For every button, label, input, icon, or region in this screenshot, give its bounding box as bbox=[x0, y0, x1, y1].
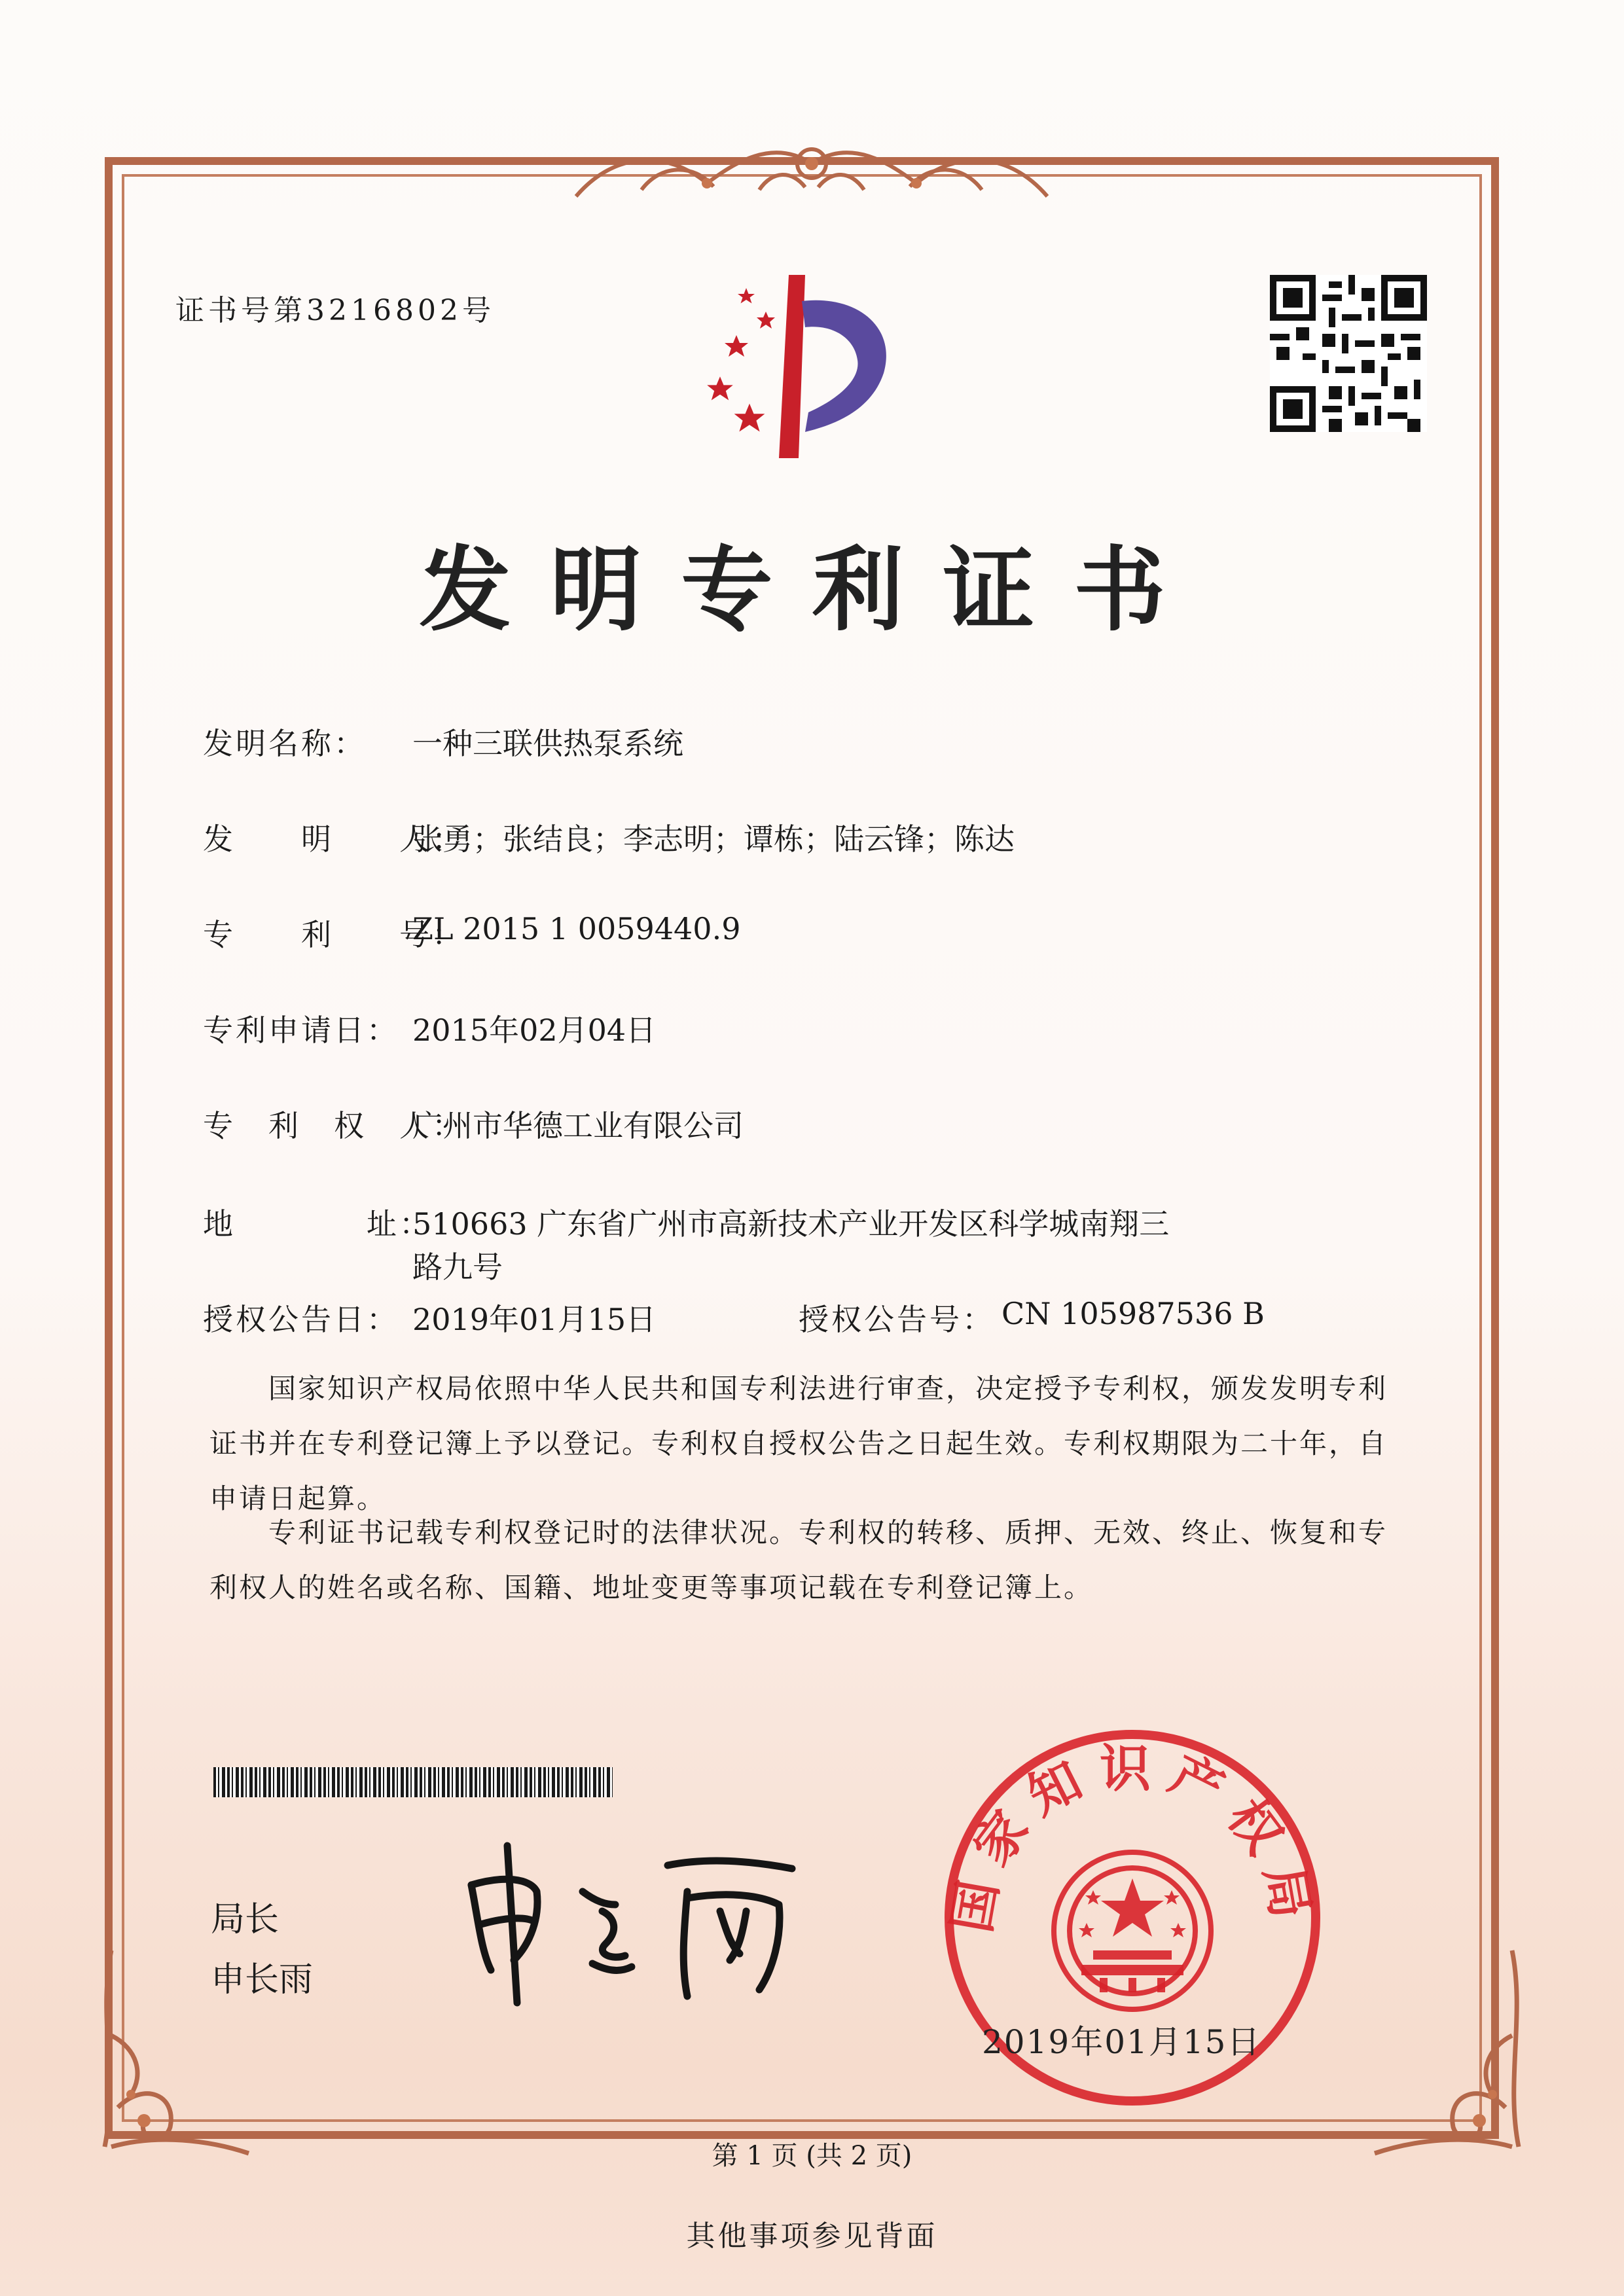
grant-date-value: 2019年01月15日 bbox=[412, 1302, 657, 1337]
certificate-number: 证书号第3216802号 bbox=[175, 294, 495, 327]
qr-code-icon bbox=[1270, 275, 1427, 432]
grant-number-value: CN 105987536 B bbox=[1001, 1296, 1265, 1331]
svg-text:国家知识产权局: 国家知识产权局 bbox=[942, 1739, 1323, 1937]
patent-number-label: 专 利 号： bbox=[203, 917, 465, 952]
application-date-value: 2015年02月04日 bbox=[412, 1013, 657, 1048]
patentee-value: 广州市华德工业有限公司 bbox=[412, 1108, 744, 1143]
certificate-title: 发明专利证书 bbox=[419, 537, 1205, 644]
director-name: 申长雨 bbox=[211, 1960, 314, 2000]
signature-icon bbox=[452, 1839, 818, 2009]
top-ornament-icon bbox=[563, 124, 1060, 203]
inventors-value: 张勇；张结良；李志明；谭栋；陆云锋；陈达 bbox=[412, 821, 1015, 857]
patent-number-value: ZL 2015 1 0059440.9 bbox=[412, 911, 741, 946]
patentee-label: 专 利 权 人： bbox=[203, 1108, 465, 1143]
body-paragraph-2: 专利证书记载专利权登记时的法律状况。专利权的转移、质押、无效、终止、恢复和专利权人的姓名或名称、国籍、地址变更等事项记载在专利登记簿上。 bbox=[209, 1516, 1388, 1604]
application-date-label: 专利申请日： bbox=[203, 1013, 399, 1048]
address-value-line2: 路九号 bbox=[412, 1249, 503, 1285]
footer-note: 其他事项参见背面 bbox=[686, 2219, 938, 2253]
seal-date: 2019年01月15日 bbox=[982, 2023, 1261, 2061]
barcode-icon bbox=[213, 1767, 613, 1797]
inventors-label: 发 明 人： bbox=[203, 821, 465, 857]
grant-number-label: 授权公告号： bbox=[799, 1302, 995, 1337]
invention-name-label: 发明名称： bbox=[203, 726, 367, 761]
address-label: 地 址： bbox=[203, 1206, 432, 1242]
page-indicator: 第 1 页 (共 2 页) bbox=[712, 2141, 912, 2171]
invention-name-value: 一种三联供热泵系统 bbox=[412, 726, 683, 761]
director-title: 局长 bbox=[211, 1900, 280, 1939]
body-paragraph-1: 国家知识产权局依照中华人民共和国专利法进行审查，决定授予专利权，颁发发明专利证书并在专利登记簿上予以登记。专利权自授权公告之日起生效。专利权期限为二十年，自申请日起算。 bbox=[209, 1372, 1388, 1515]
grant-date-label: 授权公告日： bbox=[203, 1302, 399, 1337]
address-value-line1: 510663 广东省广州市高新技术产业开发区科学城南翔三 bbox=[412, 1206, 1170, 1242]
cnipa-logo-icon bbox=[674, 268, 923, 465]
bottom-right-ornament-icon bbox=[1362, 1937, 1532, 2160]
